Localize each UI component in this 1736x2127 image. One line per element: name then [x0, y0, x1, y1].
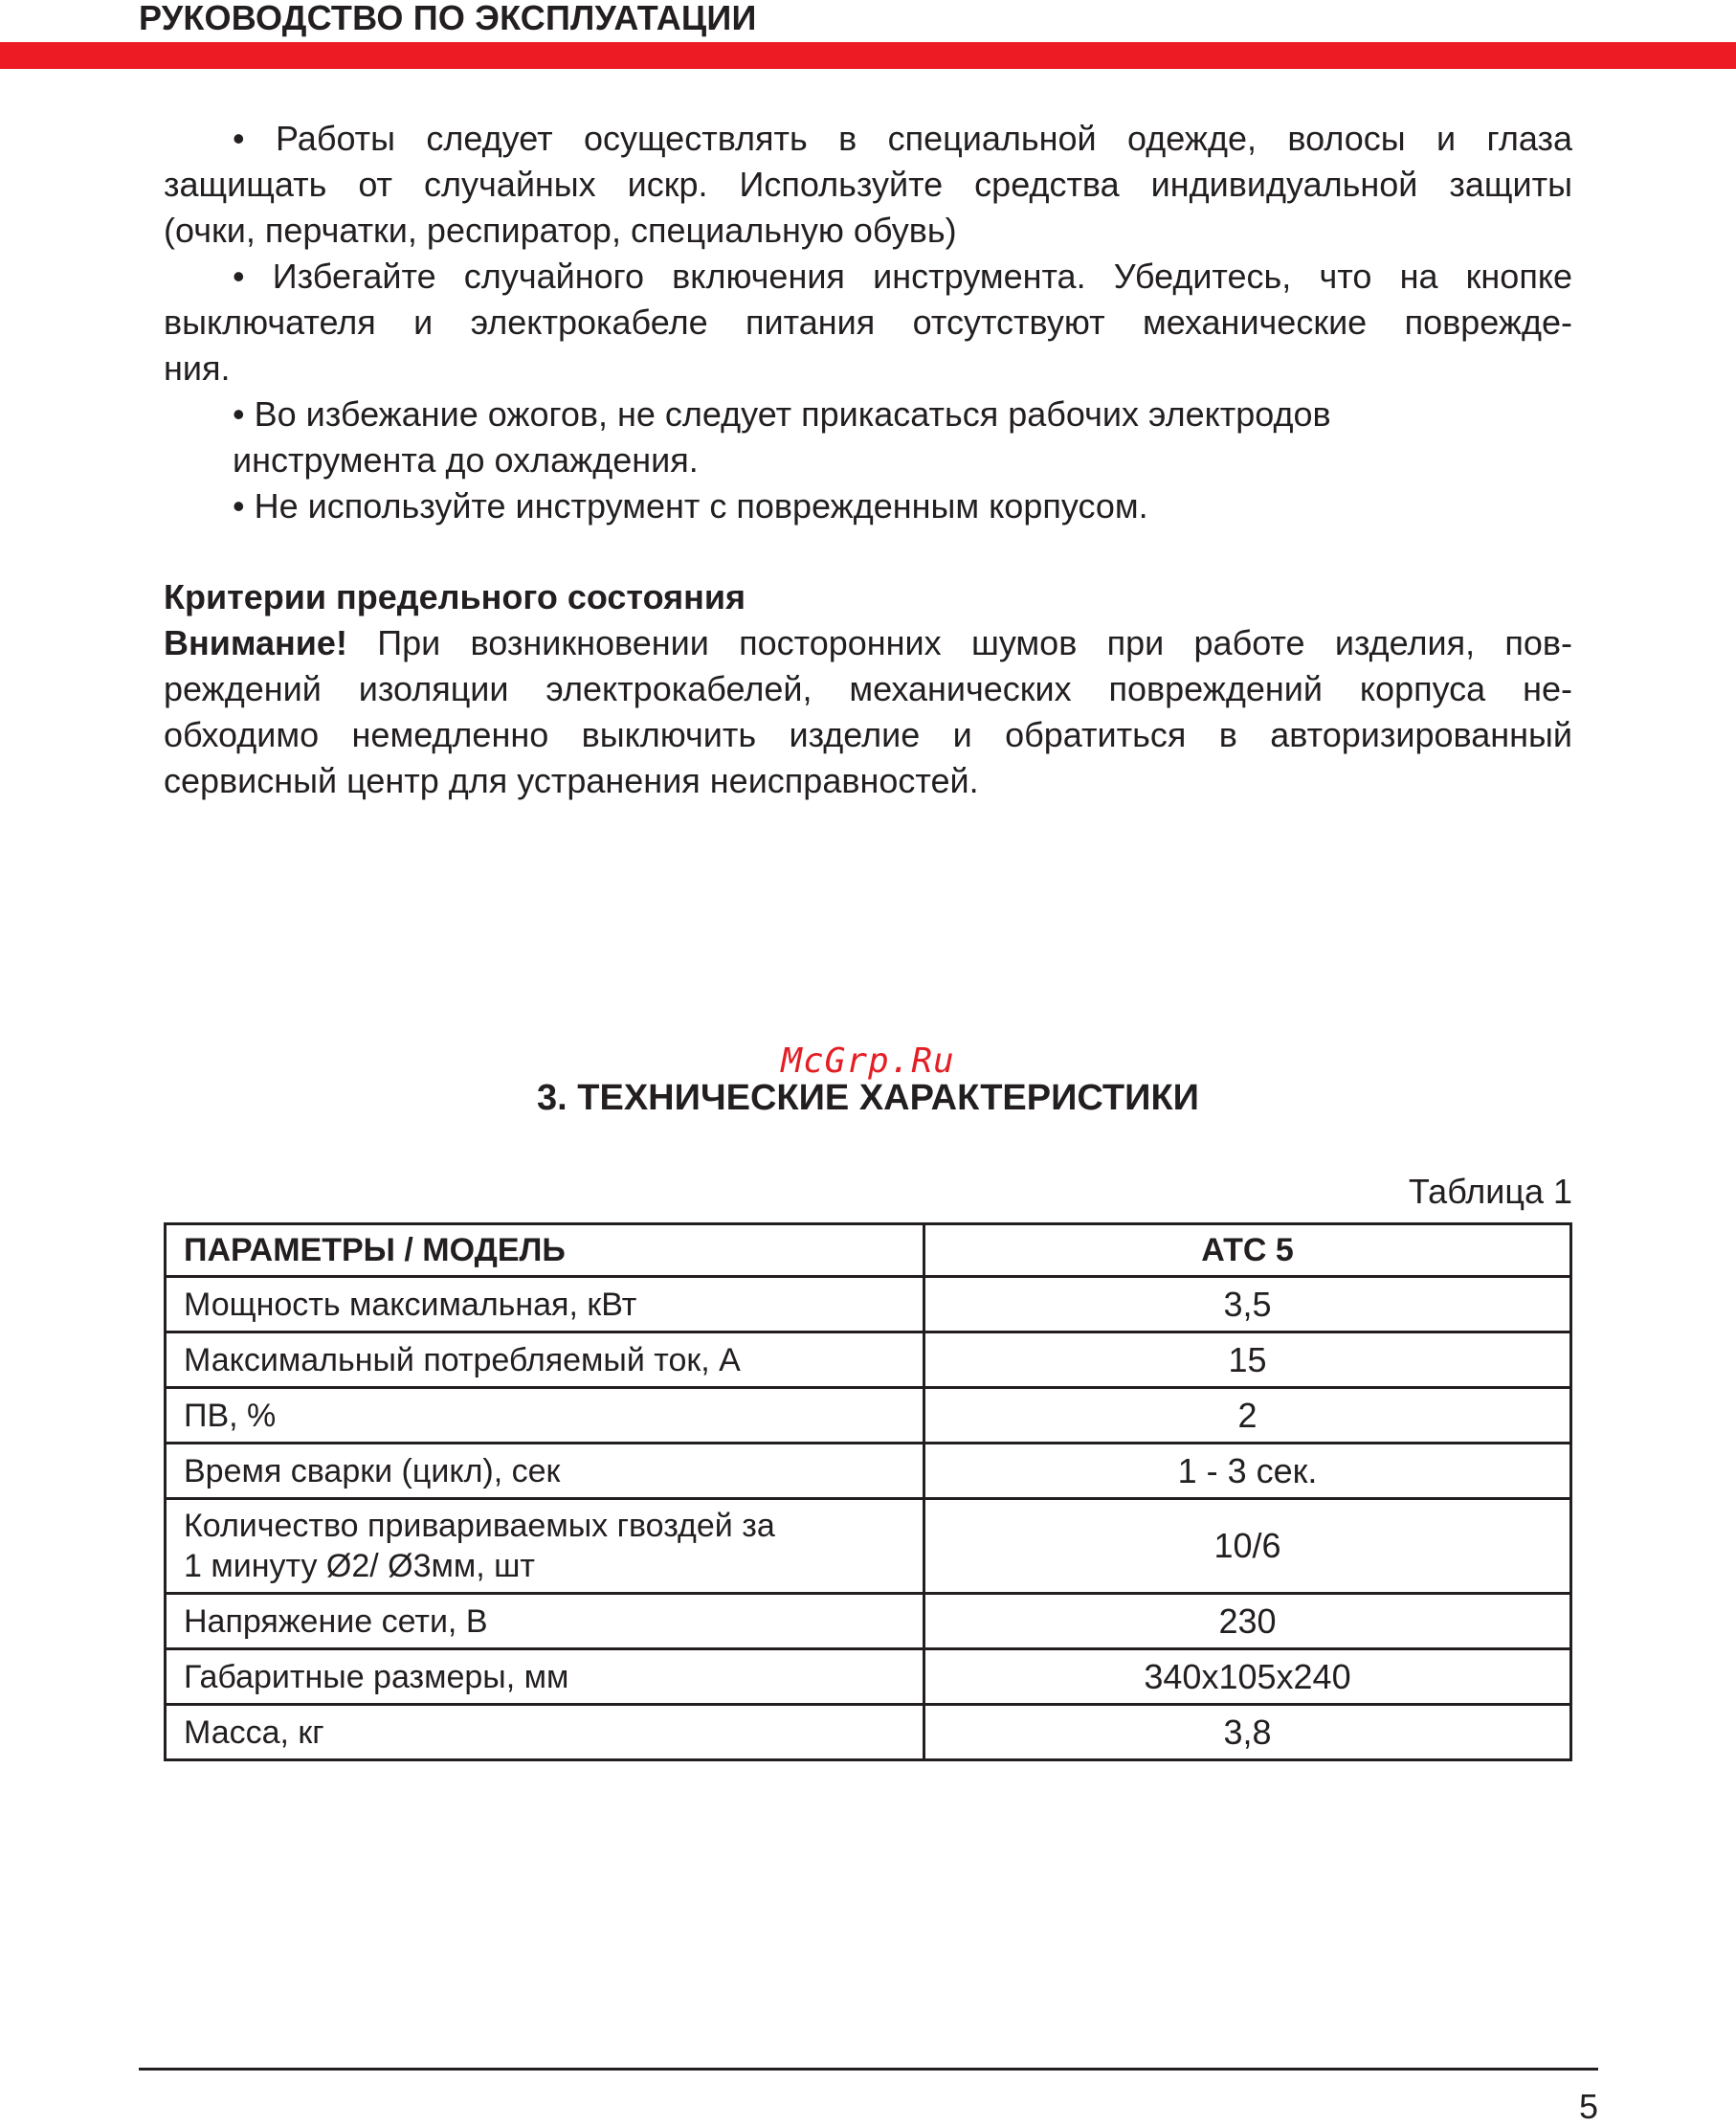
table-cell-param: Мощность максимальная, кВт: [166, 1277, 924, 1332]
table-cell-param-line-1: Количество привариваемых гвоздей за: [184, 1508, 775, 1544]
header-red-bar: [0, 42, 1736, 69]
table-header-param: ПАРАМЕТРЫ / МОДЕЛЬ: [166, 1224, 924, 1277]
table-cell-value: 2: [924, 1388, 1571, 1444]
safety-paragraph-4: • Не используйте инструмент с поврежденным корпусом.: [233, 486, 1148, 526]
table-cell-value: 230: [924, 1594, 1571, 1649]
table-cell-param: Время сварки (цикл), сек: [166, 1444, 924, 1499]
criteria-line-4: сервисный центр для устранения неисправностей.: [164, 761, 979, 800]
table-cell-param: ПВ, %: [166, 1388, 924, 1444]
table-cell-value: 1 - 3 сек.: [924, 1444, 1571, 1499]
footer-divider: [139, 2068, 1598, 2071]
safety-paragraph-2-line-2: выключателя и электрокабеле питания отсутствуют механические поврежде-: [164, 302, 1572, 342]
table-header-row: [166, 1224, 1571, 1277]
table-cell-param: Масса, кг: [166, 1705, 924, 1760]
table-row: [166, 1649, 1571, 1705]
safety-paragraph-2-line-3: ния.: [164, 348, 231, 388]
table-cell-value: 15: [924, 1332, 1571, 1388]
table-cell-param-line-2: 1 минуту Ø2/ Ø3мм, шт: [184, 1548, 535, 1584]
safety-paragraph-3-line-2: инструмента до охлаждения.: [233, 440, 699, 480]
specifications-table: [164, 1222, 1572, 1761]
safety-section: [164, 116, 1572, 529]
safety-paragraph-1-line-2: защищать от случайных искр. Используйте средства индивидуальной защиты: [164, 165, 1572, 204]
table-row: [166, 1332, 1571, 1388]
section-title: 3. ТЕХНИЧЕСКИЕ ХАРАКТЕРИСТИКИ: [537, 1078, 1199, 1118]
table-row: [166, 1499, 1571, 1594]
criteria-line-2: реждений изоляции электрокабелей, механических повреждений корпуса не-: [164, 669, 1572, 708]
table-cell-value: 340x105x240: [924, 1649, 1571, 1705]
safety-paragraph-2-line-1: • Избегайте случайного включения инструмента. Убедитесь, что на кнопке: [233, 257, 1572, 296]
table-cell-param: [166, 1499, 924, 1594]
table-row: [166, 1705, 1571, 1760]
page-header-title: РУКОВОДСТВО ПО ЭКСПЛУАТАЦИИ: [139, 0, 757, 37]
table-caption: Таблица 1: [1408, 1172, 1572, 1211]
criteria-line-1: [164, 620, 1572, 666]
safety-paragraph-3-line-1: • Во избежание ожогов, не следует прикасаться рабочих электродов: [233, 394, 1331, 434]
table-row: [166, 1444, 1571, 1499]
table-row: [166, 1277, 1571, 1332]
table-cell-param: Максимальный потребляемый ток, А: [166, 1332, 924, 1388]
table-cell-value: 3,8: [924, 1705, 1571, 1760]
table-cell-value: 10/6: [924, 1499, 1571, 1594]
criteria-section: [164, 574, 1572, 804]
criteria-heading: Критерии предельного состояния: [164, 577, 746, 616]
criteria-line-3: обходимо немедленно выключить изделие и обратиться в авторизированный: [164, 715, 1572, 754]
criteria-line-1-text: При возникновении посторонних шумов при работе изделия, пов-: [346, 623, 1572, 662]
table-row: [166, 1388, 1571, 1444]
watermark: McGrp.Ru: [781, 1041, 955, 1081]
table-cell-param: Габаритные размеры, мм: [166, 1649, 924, 1705]
safety-paragraph-1-line-1: • Работы следует осуществлять в специальной одежде, волосы и глаза: [233, 119, 1572, 158]
table-cell-value: 3,5: [924, 1277, 1571, 1332]
table-header-model: АТС 5: [924, 1224, 1571, 1277]
safety-paragraph-1-line-3: (очки, перчатки, респиратор, специальную обувь): [164, 211, 957, 250]
page-number: 5: [1578, 2087, 1598, 2126]
attention-label: Внимание!: [164, 623, 347, 662]
table-row: [166, 1594, 1571, 1649]
table-cell-param: Напряжение сети, В: [166, 1594, 924, 1649]
